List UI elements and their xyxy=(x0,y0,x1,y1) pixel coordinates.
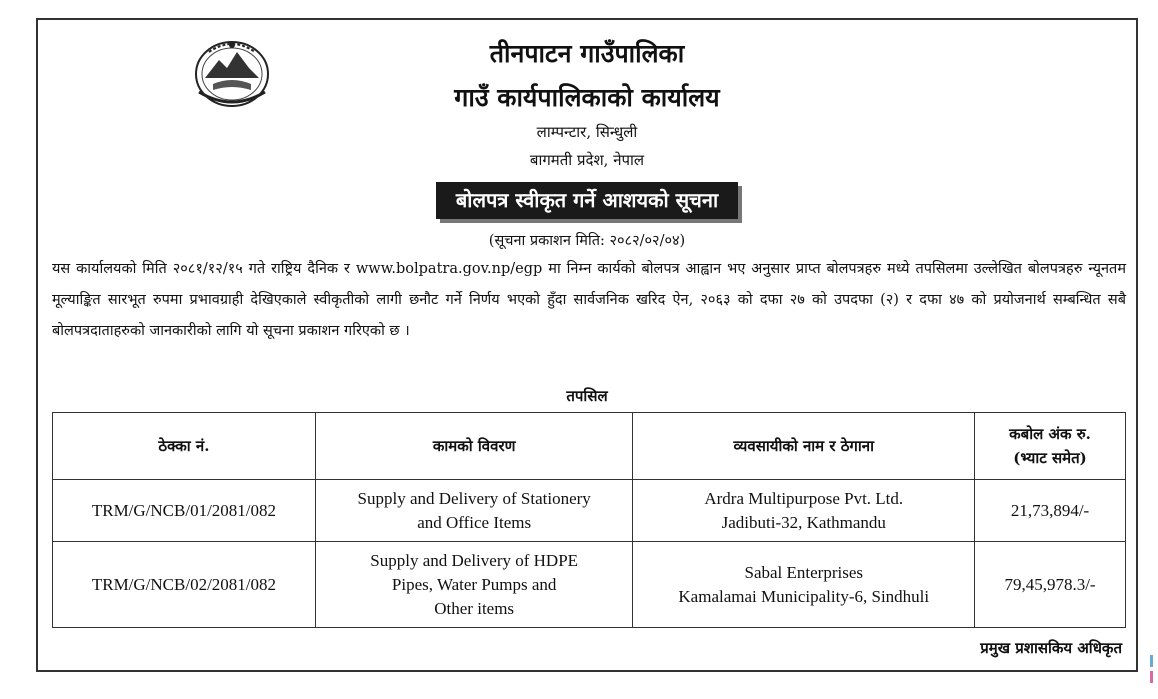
description-line: Pipes, Water Pumps and xyxy=(391,574,557,594)
address-line-2: बागमती प्रदेश, नेपाल xyxy=(529,151,645,169)
bids-table xyxy=(52,412,1126,628)
signature-title: प्रमुख प्रशासकिय अधिकृत xyxy=(980,639,1122,657)
header-amount xyxy=(975,413,1126,480)
details-label: तपसिल xyxy=(566,387,608,405)
header-description: कामको विवरण xyxy=(315,413,633,480)
table-row xyxy=(53,542,1126,628)
contract-no-cell: TRM/G/NCB/02/2081/082 xyxy=(53,542,316,628)
publication-date: (सूचना प्रकाशन मिति: २०८२/०२/०४) xyxy=(488,233,686,249)
description-line: and Office Items xyxy=(417,512,532,532)
notice-title-wrap xyxy=(38,182,1136,219)
address-line-1: लाम्पन्टार, सिन्धुली xyxy=(536,123,638,141)
header-bidder: व्यवसायीको नाम र ठेगाना xyxy=(633,413,975,480)
description-line: Other items xyxy=(434,598,515,618)
amount-cell: 79,45,978.3/- xyxy=(975,542,1126,628)
bidder-cell xyxy=(633,542,975,628)
contract-no-cell: TRM/G/NCB/01/2081/082 xyxy=(53,480,316,542)
notice-document xyxy=(36,18,1138,672)
notice-title: बोलपत्र स्वीकृत गर्ने आशयको सूचना xyxy=(436,182,738,219)
header-amount-line1: कबोल अंक रु. xyxy=(1009,425,1091,443)
bidder-name: Sabal Enterprises xyxy=(744,562,864,582)
header-contract-no: ठेक्का नं. xyxy=(53,413,316,480)
notice-body: यस कार्यालयको मिति २०८१/१२/१५ गते राष्ट्रिय दैनिक र www.bolpatra.gov.np/egp मा निम्न कार्यको बोलपत्र आह्वान भए अनुसार प्राप्त बोलपत्रहरु मध्ये तपसिलमा उल्लेखित बोलपत्रहरु न्यूनतम मूल्याङ्कित सारभूत रुपमा प्रभावग्राही देखिएकाले स्वीकृतीको लागी छनौट गर्ने निर्णय भएको हुँदा सार्वजनिक खरिद ऐन, २०६३ को दफा २७ को उपदफा (२) र दफा ४७ को प्रयोजनार्थ सम्बन्धित सबै बोलपत्रदाताहरुको जानकारीको लागि यो सूचना प्रकाशन गरिएको छ । xyxy=(52,261,1126,339)
description-cell xyxy=(315,480,633,542)
table-row xyxy=(53,480,1126,542)
description-line: Supply and Delivery of Stationery xyxy=(357,488,591,508)
office-name: गाउँ कार्यपालिकाको कार्यालय xyxy=(454,83,720,112)
bidder-name: Ardra Multipurpose Pvt. Ltd. xyxy=(704,488,904,508)
org-name: तीनपाटन गाउँपालिका xyxy=(489,39,685,68)
bidder-address: Jadibuti-32, Kathmandu xyxy=(721,512,886,532)
bidder-cell xyxy=(633,480,975,542)
amount-cell: 21,73,894/- xyxy=(975,480,1126,542)
bidder-address: Kamalamai Municipality-6, Sindhuli xyxy=(678,586,930,606)
edge-decoration-icon xyxy=(1150,655,1156,695)
header-amount-line2: (भ्याट समेत) xyxy=(1013,449,1087,467)
table-header-row xyxy=(53,413,1126,480)
description-line: Supply and Delivery of HDPE xyxy=(370,550,579,570)
description-cell xyxy=(315,542,633,628)
